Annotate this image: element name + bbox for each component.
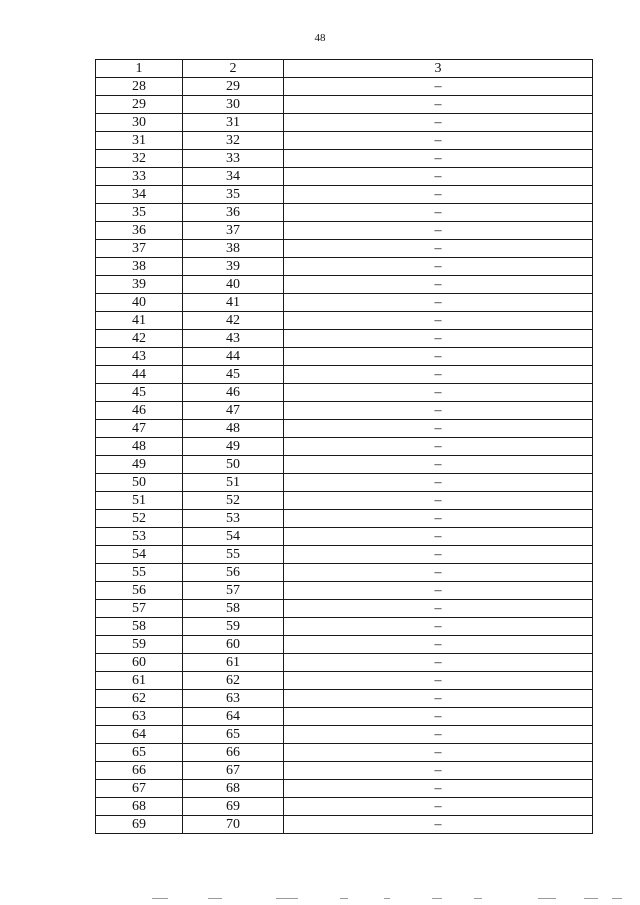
table-cell-col-1: 33 [96, 168, 183, 186]
table-cell-col-3: – [284, 780, 593, 798]
table-cell-col-3: – [284, 150, 593, 168]
table-cell-col-2: 48 [183, 420, 284, 438]
table-cell-col-3: – [284, 690, 593, 708]
table-cell-col-1: 62 [96, 690, 183, 708]
table-row [96, 600, 593, 618]
table-cell-col-2: 61 [183, 654, 284, 672]
table-cell-col-2: 57 [183, 582, 284, 600]
table-cell-col-1: 38 [96, 258, 183, 276]
table-cell-col-1: 51 [96, 492, 183, 510]
table-cell-col-3: – [284, 474, 593, 492]
table-row [96, 726, 593, 744]
table-cell-col-2: 41 [183, 294, 284, 312]
table-cell-col-3: – [284, 582, 593, 600]
table-row [96, 798, 593, 816]
table-cell-col-2: 59 [183, 618, 284, 636]
table-cell-col-1: 34 [96, 186, 183, 204]
table-row [96, 564, 593, 582]
table-cell-col-2: 70 [183, 816, 284, 834]
table-cell-col-3: – [284, 546, 593, 564]
table-cell-col-3: – [284, 510, 593, 528]
table-cell-col-2: 38 [183, 240, 284, 258]
data-table [95, 59, 593, 834]
table-cell-col-1: 45 [96, 384, 183, 402]
table-cell-col-3: – [284, 78, 593, 96]
table-row [96, 312, 593, 330]
table-cell-col-1: 46 [96, 402, 183, 420]
table-row [96, 276, 593, 294]
column-header-3: 3 [284, 60, 593, 78]
table-row [96, 780, 593, 798]
table-cell-col-1: 55 [96, 564, 183, 582]
table-cell-col-3: – [284, 798, 593, 816]
table-row [96, 618, 593, 636]
table-cell-col-1: 41 [96, 312, 183, 330]
table-row [96, 636, 593, 654]
table-cell-col-1: 39 [96, 276, 183, 294]
table-cell-col-3: – [284, 438, 593, 456]
table-row [96, 582, 593, 600]
table-row [96, 114, 593, 132]
table-cell-col-1: 69 [96, 816, 183, 834]
table-row [96, 690, 593, 708]
table-cell-col-3: – [284, 744, 593, 762]
table-cell-col-3: – [284, 600, 593, 618]
table-cell-col-3: – [284, 564, 593, 582]
table-cell-col-2: 65 [183, 726, 284, 744]
table-body [96, 78, 593, 834]
table-header [96, 60, 593, 78]
table-cell-col-3: – [284, 366, 593, 384]
table-cell-col-1: 53 [96, 528, 183, 546]
table-cell-col-1: 31 [96, 132, 183, 150]
table-cell-col-1: 57 [96, 600, 183, 618]
table-cell-col-3: – [284, 708, 593, 726]
table-cell-col-3: – [284, 420, 593, 438]
table-row [96, 420, 593, 438]
table-cell-col-1: 64 [96, 726, 183, 744]
table-cell-col-1: 50 [96, 474, 183, 492]
table-cell-col-1: 66 [96, 762, 183, 780]
table-cell-col-1: 65 [96, 744, 183, 762]
table-cell-col-3: – [284, 456, 593, 474]
table-cell-col-3: – [284, 384, 593, 402]
table-cell-col-2: 49 [183, 438, 284, 456]
table-cell-col-2: 50 [183, 456, 284, 474]
table-cell-col-2: 46 [183, 384, 284, 402]
table-cell-col-2: 67 [183, 762, 284, 780]
table-cell-col-1: 43 [96, 348, 183, 366]
table-row [96, 816, 593, 834]
table-cell-col-2: 54 [183, 528, 284, 546]
table-cell-col-1: 47 [96, 420, 183, 438]
table-row [96, 366, 593, 384]
table-cell-col-2: 66 [183, 744, 284, 762]
table-cell-col-1: 56 [96, 582, 183, 600]
table-cell-col-2: 58 [183, 600, 284, 618]
table-cell-col-3: – [284, 204, 593, 222]
table-row [96, 330, 593, 348]
table-row [96, 132, 593, 150]
table-cell-col-3: – [284, 402, 593, 420]
table-cell-col-2: 52 [183, 492, 284, 510]
table-cell-col-1: 60 [96, 654, 183, 672]
table-cell-col-3: – [284, 240, 593, 258]
table-cell-col-2: 42 [183, 312, 284, 330]
header-row [96, 60, 593, 78]
table-cell-col-1: 30 [96, 114, 183, 132]
table-row [96, 528, 593, 546]
table-row [96, 96, 593, 114]
table-row [96, 150, 593, 168]
table-cell-col-2: 29 [183, 78, 284, 96]
table-row [96, 510, 593, 528]
table-row [96, 204, 593, 222]
table-cell-col-2: 47 [183, 402, 284, 420]
table-cell-col-2: 51 [183, 474, 284, 492]
table-cell-col-3: – [284, 186, 593, 204]
table-row [96, 546, 593, 564]
table-cell-col-2: 44 [183, 348, 284, 366]
table-cell-col-2: 53 [183, 510, 284, 528]
table-cell-col-3: – [284, 258, 593, 276]
table-cell-col-2: 33 [183, 150, 284, 168]
table-cell-col-2: 34 [183, 168, 284, 186]
table-cell-col-1: 68 [96, 798, 183, 816]
table-cell-col-3: – [284, 654, 593, 672]
table-cell-col-1: 40 [96, 294, 183, 312]
table-cell-col-2: 64 [183, 708, 284, 726]
table-row [96, 348, 593, 366]
table-cell-col-3: – [284, 348, 593, 366]
table-cell-col-1: 52 [96, 510, 183, 528]
table-row [96, 492, 593, 510]
table-row [96, 474, 593, 492]
column-header-1: 1 [96, 60, 183, 78]
table-cell-col-2: 62 [183, 672, 284, 690]
table-cell-col-3: – [284, 492, 593, 510]
table-cell-col-3: – [284, 636, 593, 654]
table-cell-col-3: – [284, 672, 593, 690]
table-cell-col-2: 55 [183, 546, 284, 564]
table-row [96, 258, 593, 276]
footer-scan-marks [0, 898, 640, 902]
table-cell-col-1: 67 [96, 780, 183, 798]
table-row [96, 186, 593, 204]
table-cell-col-2: 56 [183, 564, 284, 582]
table-cell-col-3: – [284, 816, 593, 834]
table-cell-col-2: 43 [183, 330, 284, 348]
table-row [96, 456, 593, 474]
table-cell-col-2: 69 [183, 798, 284, 816]
table-cell-col-2: 31 [183, 114, 284, 132]
table-row [96, 384, 593, 402]
table-cell-col-2: 45 [183, 366, 284, 384]
table-cell-col-1: 44 [96, 366, 183, 384]
column-header-2: 2 [183, 60, 284, 78]
table-cell-col-2: 68 [183, 780, 284, 798]
table-row [96, 762, 593, 780]
table-cell-col-2: 37 [183, 222, 284, 240]
table-cell-col-3: – [284, 114, 593, 132]
table-row [96, 240, 593, 258]
table-cell-col-3: – [284, 132, 593, 150]
table-cell-col-3: – [284, 528, 593, 546]
table-row [96, 168, 593, 186]
table-cell-col-2: 32 [183, 132, 284, 150]
table-cell-col-3: – [284, 168, 593, 186]
table-cell-col-3: – [284, 276, 593, 294]
table-cell-col-2: 60 [183, 636, 284, 654]
table-cell-col-2: 35 [183, 186, 284, 204]
table-cell-col-3: – [284, 762, 593, 780]
table-cell-col-2: 36 [183, 204, 284, 222]
table-cell-col-1: 42 [96, 330, 183, 348]
table-cell-col-1: 63 [96, 708, 183, 726]
table-cell-col-1: 37 [96, 240, 183, 258]
table-cell-col-1: 28 [96, 78, 183, 96]
table-cell-col-2: 63 [183, 690, 284, 708]
table-row [96, 744, 593, 762]
table-cell-col-1: 29 [96, 96, 183, 114]
table-cell-col-3: – [284, 96, 593, 114]
table-row [96, 78, 593, 96]
table-cell-col-2: 39 [183, 258, 284, 276]
table-row [96, 672, 593, 690]
table-cell-col-2: 30 [183, 96, 284, 114]
table-cell-col-1: 59 [96, 636, 183, 654]
table-cell-col-3: – [284, 222, 593, 240]
table-cell-col-3: – [284, 726, 593, 744]
table-cell-col-3: – [284, 294, 593, 312]
table-cell-col-1: 58 [96, 618, 183, 636]
table-cell-col-3: – [284, 330, 593, 348]
table-cell-col-1: 54 [96, 546, 183, 564]
table-cell-col-3: – [284, 618, 593, 636]
table-cell-col-1: 35 [96, 204, 183, 222]
table-cell-col-3: – [284, 312, 593, 330]
table-cell-col-1: 61 [96, 672, 183, 690]
table-cell-col-1: 32 [96, 150, 183, 168]
table-row [96, 222, 593, 240]
table-row [96, 654, 593, 672]
table-row [96, 438, 593, 456]
table-row [96, 294, 593, 312]
table-cell-col-1: 49 [96, 456, 183, 474]
table-row [96, 708, 593, 726]
table-row [96, 402, 593, 420]
table-cell-col-1: 48 [96, 438, 183, 456]
table-cell-col-1: 36 [96, 222, 183, 240]
page-number: 48 [314, 32, 326, 44]
table-cell-col-2: 40 [183, 276, 284, 294]
